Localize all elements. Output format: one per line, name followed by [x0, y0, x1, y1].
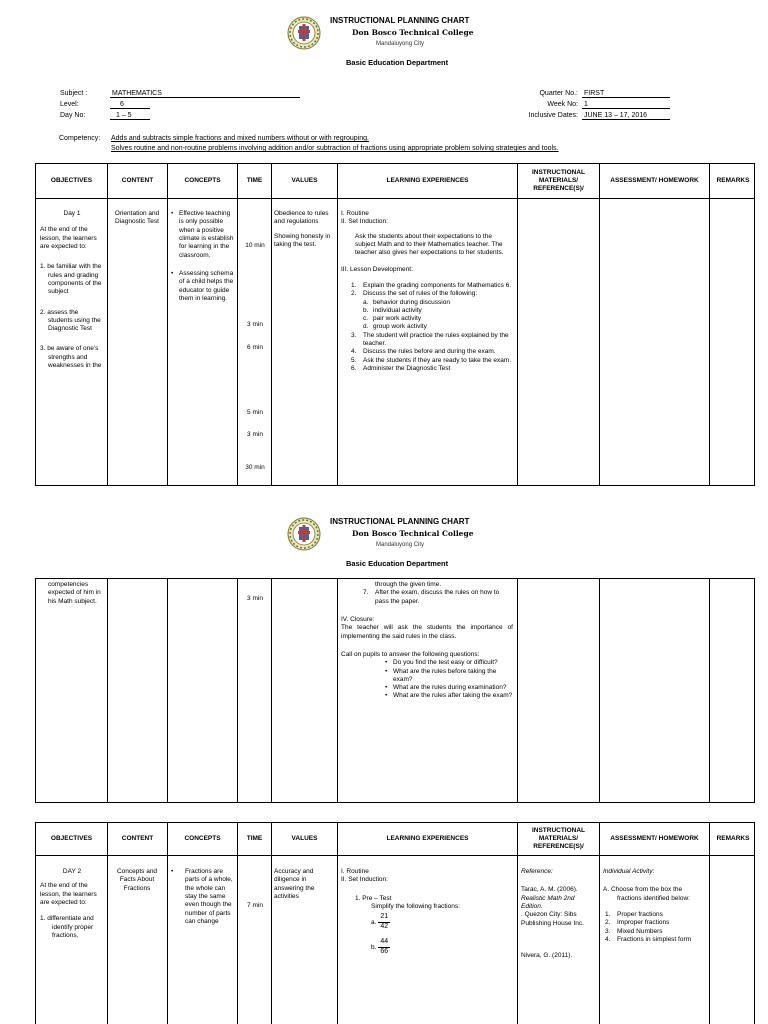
week-value: 1	[582, 100, 670, 109]
day1-objective-3-cont: competencies expected of him in his Math subject.	[48, 581, 101, 605]
step-5: 5. Ask the students if they are ready to take the exam.	[351, 356, 512, 364]
col-materials: INSTRUCTIONAL MATERIALS/ REFERENCE(S)/	[531, 168, 586, 193]
fraction-a: a. $\frac{21}{42}$	[341, 913, 513, 932]
day1-concepts	[171, 210, 235, 303]
day1-label: Day 1	[63, 210, 81, 217]
day2-materials	[521, 868, 597, 960]
day2-assessment	[603, 868, 707, 944]
day1-value-2: Showing honesty in taking the test.	[274, 232, 331, 248]
fraction-type-4: 4. Fractions in simplest form	[605, 935, 692, 943]
reference-1-author: Tarac, A. M. (2006).	[521, 886, 578, 894]
set-induction-heading: II. Set Induction:	[341, 876, 388, 884]
day2-learning	[341, 868, 513, 957]
dates-label: Inclusive Dates:	[528, 112, 578, 119]
school-city: Mandaluyong City	[376, 41, 425, 47]
col-content: CONTENT	[121, 176, 154, 184]
day2-content: Concepts and Facts About Fractions	[116, 868, 158, 892]
col-assessment: ASSESSMENT/ HOMEWORK	[610, 834, 699, 842]
step-3: 3. The student will practice the rules explained by the teacher.	[351, 331, 509, 348]
day1-objective-2: 2. assess the students using the Diagnostic Test	[40, 308, 101, 333]
day1-time-1: 10 min	[245, 242, 265, 249]
fraction-21-42: $\frac{21}{42}$	[378, 913, 390, 932]
col-time: TIME	[246, 176, 263, 184]
fraction-type-1: 1. Proper fractions	[605, 910, 663, 918]
day2-value-1: Accuracy and diligence in answering the activities	[274, 868, 315, 900]
fraction-type-2: 2. Improper fractions	[605, 919, 670, 927]
competency-label: Competency:	[59, 135, 101, 142]
page-header-1	[0, 16, 768, 78]
day1-objective-1: 1. be familiar with the rules and grading components of the subject	[40, 263, 102, 296]
competency-line-2: Solves routine and non-routine problems involving addition and/or subtraction of fractions using appropriate problem solving strategies and tools.	[111, 145, 559, 152]
col-concepts: CONCEPTS	[184, 176, 221, 184]
col-time: TIME	[246, 834, 263, 842]
day1-time-3: 6 min	[247, 344, 263, 351]
day2-label: DAY 2	[62, 868, 82, 875]
chart-title: INSTRUCTIONAL PLANNING CHART	[330, 16, 470, 25]
rule-c: c. pair work activity	[363, 315, 422, 323]
day1-values	[274, 210, 334, 249]
school-seal-logo	[287, 16, 321, 50]
day-value: 1 – 5	[110, 111, 150, 120]
rule-a: a. behavior during discussion	[363, 298, 450, 306]
lesson-steps	[341, 282, 513, 373]
closure-text: The teacher will ask the students the importance of implementing the said rules in the class.	[341, 624, 513, 640]
quarter-label: Quarter No.:	[539, 90, 578, 97]
department-name: Basic Education Department	[346, 58, 449, 67]
col-learning: LEARNING EXPERIENCES	[386, 834, 469, 842]
simplify-text: Simplify the following fractions:	[371, 902, 460, 910]
rule-d: d. group work activity	[363, 323, 427, 331]
day2-objective-1: 1. differentiate and identify proper fractions,	[40, 915, 94, 939]
col-remarks: REMARKS	[716, 176, 750, 184]
col-objectives: OBJECTIVES	[50, 834, 93, 842]
day1-value-1: Obedience to rules and regulations	[274, 210, 329, 226]
reference-1-publisher: . Quezon City: Sibs Publishing House Inc.	[521, 911, 584, 927]
day2-table	[35, 822, 755, 1024]
day1-objectives	[40, 210, 104, 370]
department-name: Basic Education Department	[346, 559, 449, 568]
dates-value: JUNE 13 – 17, 2016	[582, 111, 670, 120]
day1-learning	[341, 210, 513, 373]
chart-title: INSTRUCTIONAL PLANNING CHART	[330, 517, 470, 526]
day2-time-1: 7 min	[247, 902, 263, 909]
info-block	[0, 89, 768, 125]
day1-time-2: 3 min	[247, 321, 263, 328]
day1-concept-2: • Assessing schema of a child helps the educator to guide them in learning.	[171, 270, 235, 303]
col-learning: LEARNING EXPERIENCES	[386, 176, 469, 184]
fraction-b: b. $\frac{44}{66}$	[341, 938, 513, 957]
question-2: • What are the rules before taking the exam?	[385, 668, 513, 685]
col-content: CONTENT	[121, 834, 154, 842]
quarter-value: FIRST	[582, 89, 670, 98]
closure-heading: IV. Closure:	[341, 615, 375, 623]
day2-concepts	[171, 868, 235, 926]
col-assessment: ASSESSMENT/ HOMEWORK	[610, 176, 699, 184]
level-value: 6	[110, 100, 150, 109]
level-label: Level:	[60, 101, 79, 108]
day1-continued-table	[35, 578, 755, 803]
reference-label: Reference:	[521, 868, 553, 875]
week-label: Week No:	[547, 101, 578, 108]
day2-objectives	[40, 868, 104, 940]
step-7: 7. After the exam, discuss the rules on how to pass the paper.	[363, 589, 500, 605]
lesson-dev-heading: III. Lesson Development:	[341, 265, 413, 273]
day1-time-5: 3 min	[247, 431, 263, 438]
day-label: Day No:	[60, 112, 86, 119]
day2-intro: At the end of the lesson, the learners are expected to:	[40, 882, 97, 906]
day1-time-6: 30 min	[245, 464, 265, 471]
step-6-cont: through the given time.	[375, 581, 442, 588]
day1-content: Orientation and Diagnostic Test	[114, 210, 160, 226]
activity-label: Individual Activity:	[603, 868, 655, 875]
step-4: 4. Discuss the rules before and during the exam.	[351, 348, 496, 356]
call-on-text: Call on pupils to answer the following questions:	[341, 650, 480, 658]
day1-intro: At the end of the lesson, the learners are expected to:	[40, 226, 97, 250]
competency-line-1: Adds and subtracts simple fractions and mixed numbers without or with regrouping.	[111, 135, 369, 142]
day2-concept-1: • Fractions are parts of a whole, the whole can stay the same even though the number of parts can change	[171, 868, 235, 926]
day1-concept-1: • Effective teaching is only possible when a positive climate is establish for learning in the classroom.	[171, 210, 235, 260]
col-remarks: REMARKS	[716, 834, 750, 842]
school-name: Don Bosco Technical College	[352, 28, 474, 37]
question-1: • Do you find the test easy or difficult?	[385, 659, 513, 667]
set-induction-heading: II. Set Induction:	[341, 218, 388, 226]
step-6: 6. Administer the Diagnostic Test	[351, 365, 451, 372]
school-name: Don Bosco Technical College	[352, 529, 474, 538]
closure-questions	[341, 659, 513, 701]
step-2: 2. Discuss the set of rules of the following:	[351, 290, 478, 298]
col-materials: INSTRUCTIONAL MATERIALS/ REFERENCE(S)/	[531, 826, 586, 851]
question-3: • What are the rules during examination?	[385, 684, 513, 692]
school-seal-logo	[287, 517, 321, 551]
day1-learning-cont	[341, 581, 513, 701]
subject-value: MATHEMATICS	[110, 89, 300, 98]
col-objectives: OBJECTIVES	[50, 176, 93, 184]
reference-2-author: Nivera, G. (2011).	[521, 951, 573, 959]
day1-table	[35, 163, 755, 486]
col-concepts: CONCEPTS	[184, 834, 221, 842]
subject-label: Subject :	[60, 90, 88, 97]
activity-a: A. Choose from the box the fractions identified below:	[603, 886, 690, 902]
day1-objective-3: 3. be aware of one’s strengths and weaknesses in the	[40, 345, 102, 370]
rule-b: b. individual activity	[363, 306, 422, 314]
step-1: 1. Explain the grading components for Mathematics 6.	[351, 281, 512, 289]
fraction-type-3: 3. Mixed Numbers	[605, 927, 663, 935]
fraction-44-66: $\frac{44}{66}$	[378, 938, 390, 957]
day1-time-7: 3 min	[247, 595, 263, 602]
set-induction-text: Ask the students about their expectations to the subject Math and to their Mathematics teacher. The teacher also gives her expectations to her students.	[355, 232, 504, 257]
school-city: Mandaluyong City	[376, 542, 425, 548]
routine-heading: I. Routine	[341, 210, 369, 217]
question-4: • What are the rules after taking the exam?	[385, 692, 513, 700]
reference-1-title: Realistic Math 2nd Edition.	[521, 894, 575, 910]
page-header-2	[0, 517, 768, 579]
col-values: VALUES	[291, 176, 318, 184]
fraction-type-list	[603, 911, 707, 944]
day1-time-4: 5 min	[247, 409, 263, 416]
col-values: VALUES	[291, 834, 318, 842]
routine-heading: I. Routine	[341, 868, 369, 875]
pretest-item: 1. Pre – Test	[355, 894, 392, 902]
